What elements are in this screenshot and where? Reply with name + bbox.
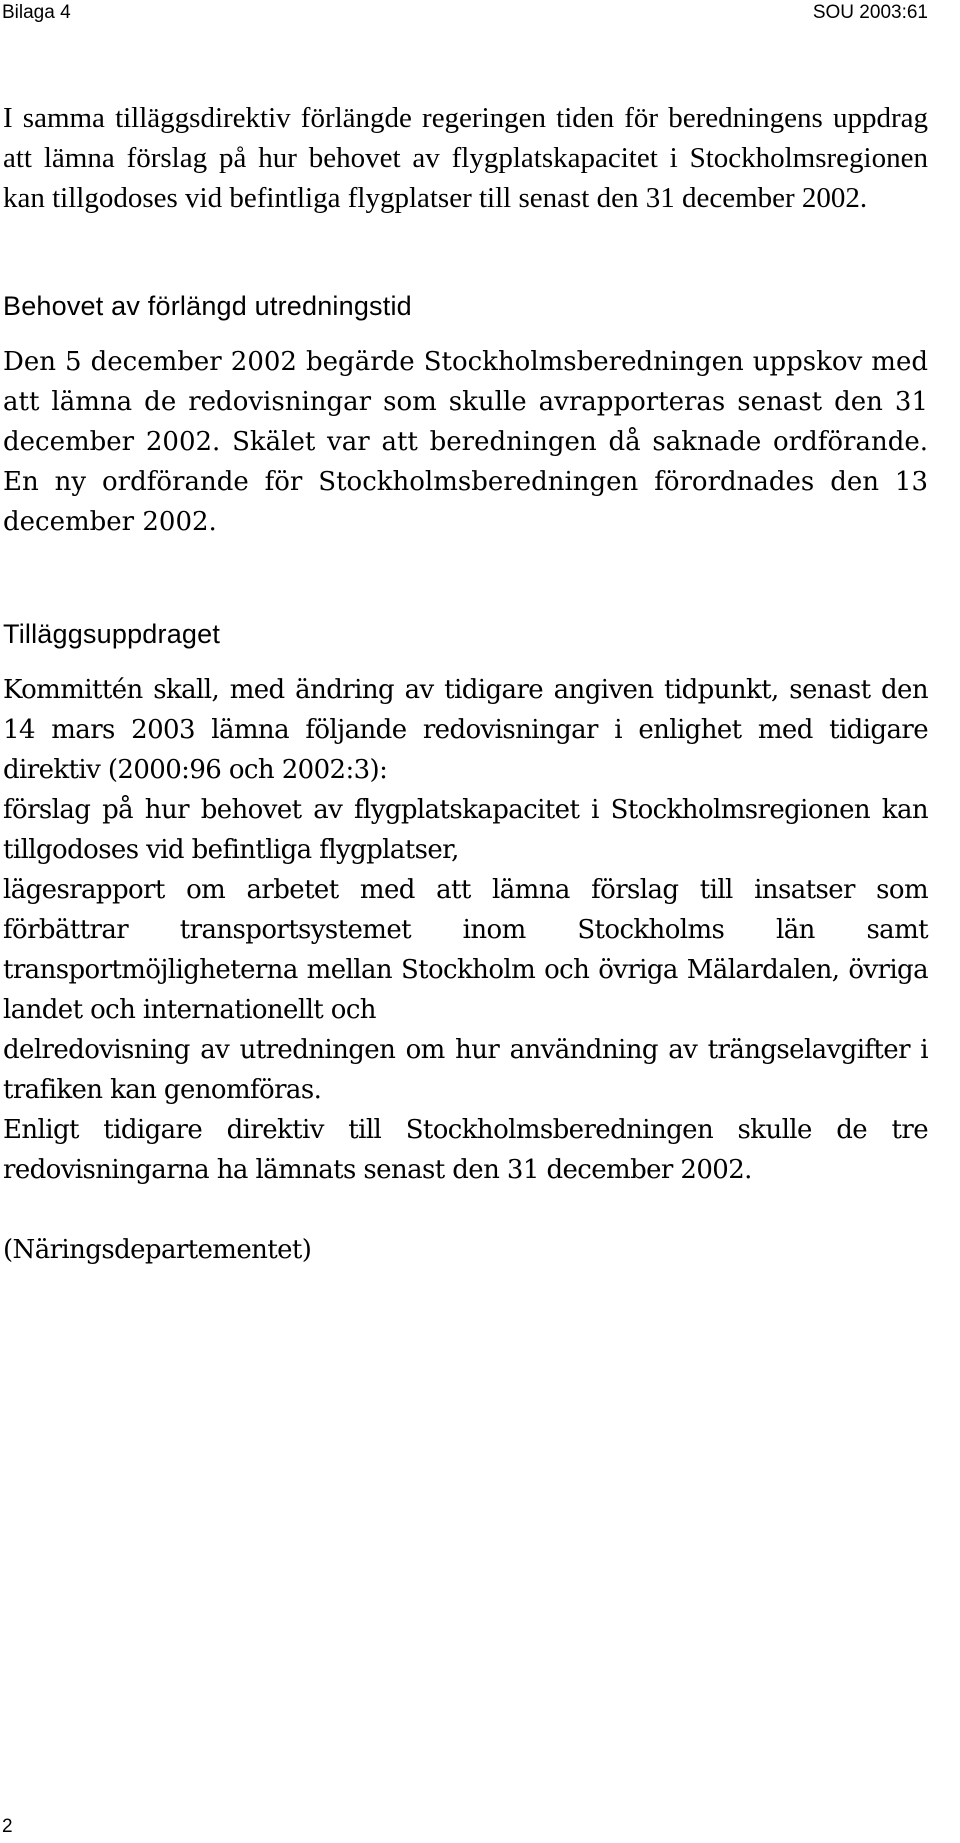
ministry-name: (Näringsdepartementet) — [3, 1235, 312, 1265]
page-header — [0, 0, 960, 26]
list-item: lägesrapport om arbetet med att lämna förslag till insatser som förbättrar transportsystemet inom Stockholms län samt transportmöjligheterna mellan Stockholm och övriga Mälardalen, övriga landet och internationellt och — [3, 875, 928, 1025]
section-heading-extended-time: Behovet av förlängd utredningstid — [3, 291, 412, 321]
section-paragraph-additional-assignment: Kommittén skall, med ändring av tidigare angiven tidpunkt, senast den 14 mars 2003 lämna följande redovisningar i enlighet med tidigare direktiv (2000:96 och 2002:3): — [3, 675, 928, 785]
document-body — [3, 98, 928, 1270]
section-paragraph-extended-time: Den 5 december 2002 begärde Stockholmsberedningen uppskov med att lämna de redovisningar som skulle avrapporteras senast den 31 december 2002. Skälet var att beredningen då saknade ordförande. En ny ordförande för Stockholmsberedningen förordnades den 13 december 2002. — [3, 347, 928, 537]
closing-paragraph: Enligt tidigare direktiv till Stockholmsberedningen skulle de tre redovisningarna ha lämnats senast den 31 december 2002. — [3, 1115, 928, 1185]
list-item: delredovisning av utredningen om hur användning av trängselavgifter i trafiken kan genomföras. — [3, 1035, 928, 1105]
report-number: SOU 2003:61 — [812, 2, 928, 23]
appendix-label: Bilaga 4 — [2, 2, 71, 23]
page-number: 2 — [2, 1816, 13, 1837]
section-heading-additional-assignment: Tilläggsuppdraget — [3, 619, 221, 649]
assignment-list — [3, 790, 928, 1110]
intro-paragraph: I samma tilläggsdirektiv förlängde regeringen tiden för beredningens uppdrag att lämna förslag på hur behovet av flygplatskapacitet i Stockholmsregionen kan tillgodoses vid befintliga flygplatser till senast den 31 december 2002. — [3, 102, 928, 214]
list-item: förslag på hur behovet av flygplatskapacitet i Stockholmsregionen kan tillgodoses vid befintliga flygplatser, — [3, 795, 928, 865]
